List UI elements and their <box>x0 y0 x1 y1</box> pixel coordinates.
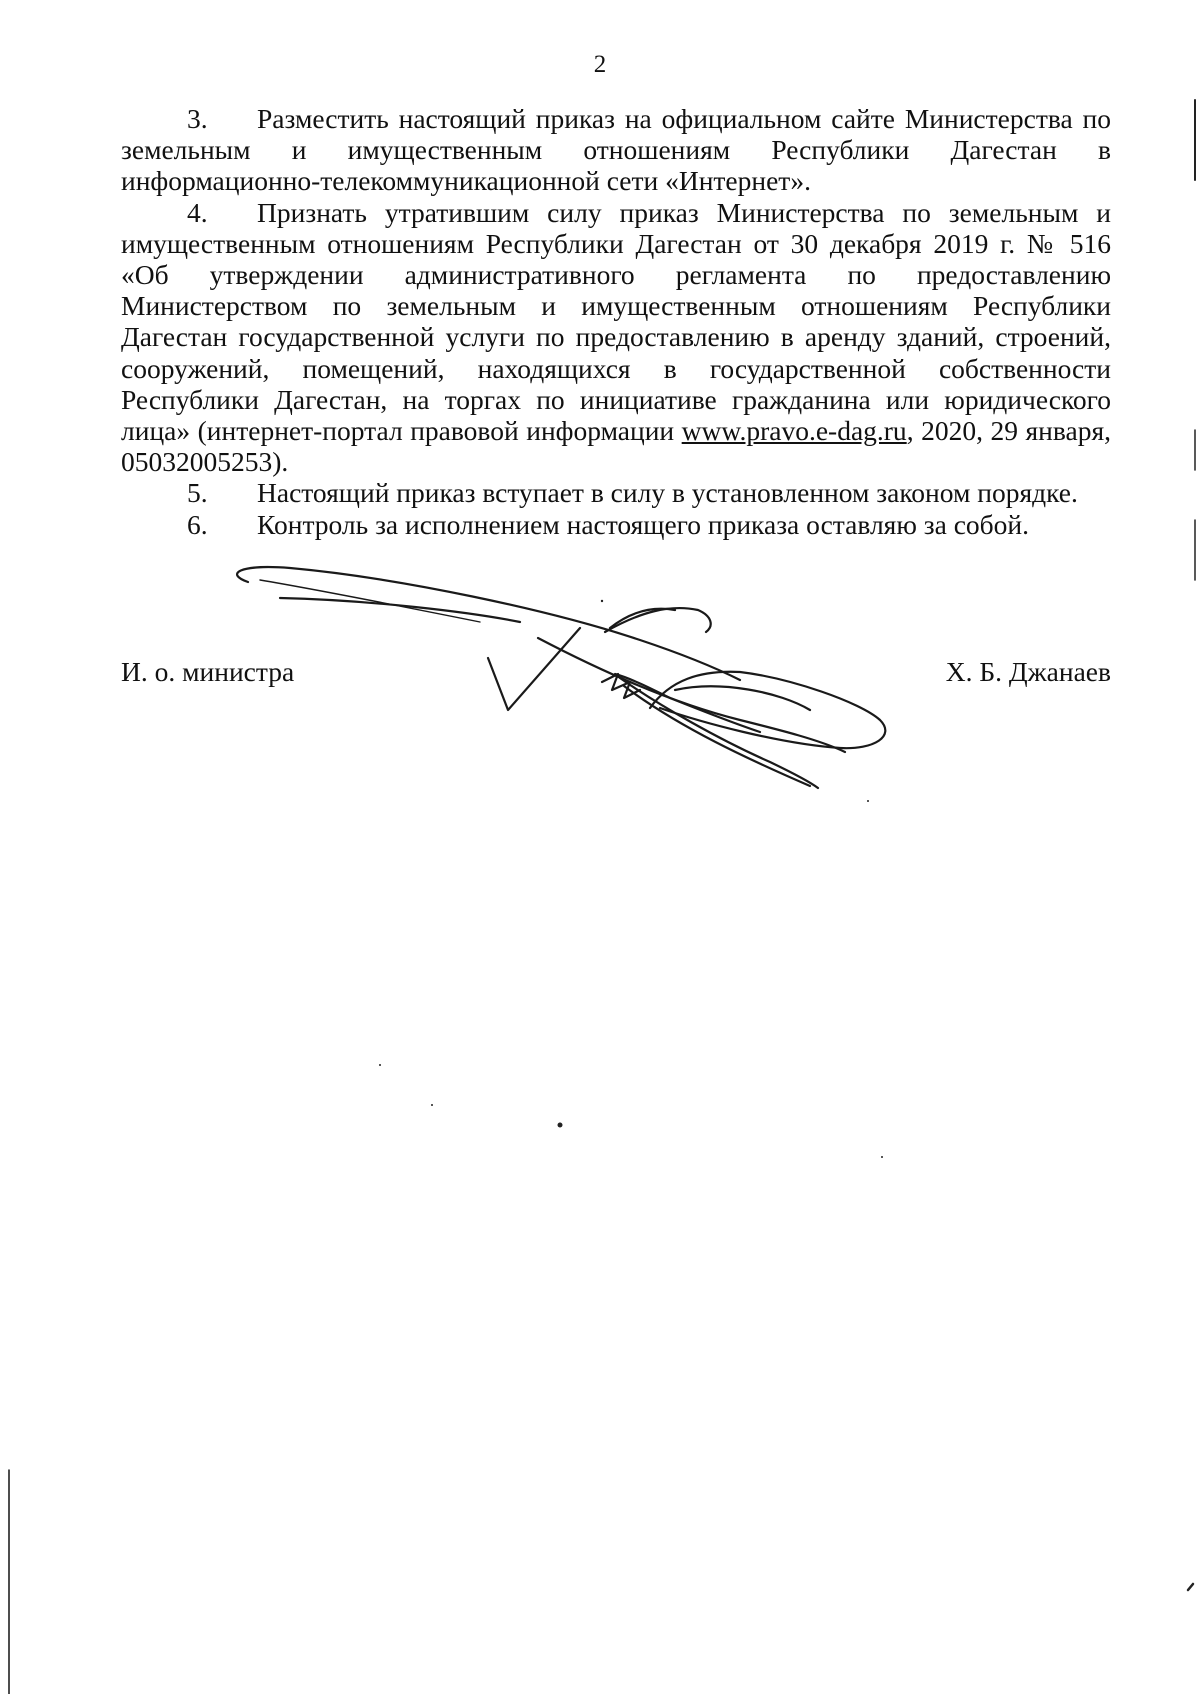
paragraph-5 <box>121 477 1111 508</box>
paragraph-number: 3. <box>187 103 208 134</box>
scan-speck <box>1188 1584 1193 1590</box>
paragraph-number: 4. <box>187 196 208 228</box>
paragraph-6 <box>121 509 1111 540</box>
scan-speck <box>431 1104 433 1106</box>
signatory-position: И. о. министра <box>121 656 295 687</box>
signatory-name: Х. Б. Джанаев <box>945 656 1111 687</box>
handwritten-signature <box>220 560 960 830</box>
paragraph-text-tail: , 2020, 29 января, 05032005253). <box>121 415 1111 478</box>
paragraph-number: 6. <box>187 508 208 540</box>
page-number: 2 <box>593 51 607 78</box>
scan-speck <box>379 1064 381 1066</box>
paragraph-text: Признать утратившим силу приказ Министерства по земельным и имущественным отношениям Республики Дагестан от 30 декабря 2019 г. № 516 «Об утверждении административного регламента по предоставлению Министерством по земельным и имущественным отношениям Республики Дагестан государственной услуги по предоставлению в аренду зданий, строений, сооружений, помещений, находящихся в государственной собственности Республики Дагестан, на торгах по инициативе гражданина или юридического лица» (интернет-портал правовой информации <box>121 196 1111 447</box>
paragraph-text: Разместить настоящий приказ на официальном сайте Министерства по земельным и имущественным отношениям Республики Дагестан в информационно-телекоммуникационной сети «Интернет». <box>121 103 1111 197</box>
paragraph-4 <box>121 197 1111 478</box>
scan-speck <box>881 1156 883 1158</box>
paragraph-text: Контроль за исполнением настоящего приказа оставляю за собой. <box>257 508 1029 540</box>
paragraph-text: Настоящий приказ вступает в силу в установленном законом порядке. <box>257 477 1078 509</box>
legal-portal-link[interactable]: www.pravo.e-dag.ru <box>681 415 907 447</box>
paragraph-3 <box>121 103 1111 197</box>
paragraph-number: 5. <box>187 477 208 509</box>
document-body <box>121 103 1111 540</box>
scan-speck <box>558 1123 563 1128</box>
